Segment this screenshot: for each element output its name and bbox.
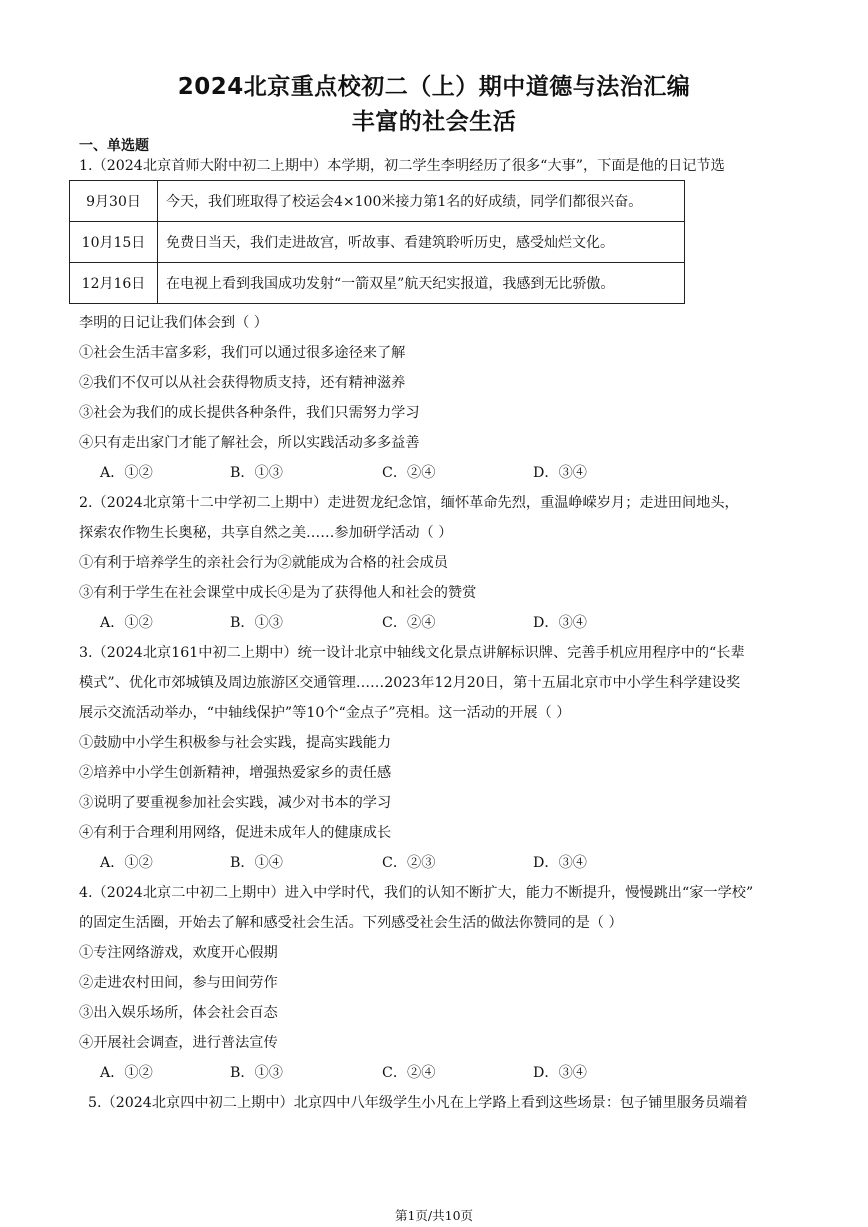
diary-entry: 今天，我们班取得了校运会4×100米接力第1名的好成绩，同学们都很兴奋。 — [158, 181, 685, 222]
q1-item-1: ①社会生活丰富多彩，我们可以通过很多途径来了解 — [79, 345, 406, 361]
option-d[interactable]: D．③④ — [533, 615, 587, 631]
option-b[interactable]: B．①③ — [230, 465, 283, 481]
q1-stem: 1.（2024北京首师大附中初二上期中）本学期，初二学生李明经历了很多“大事”，下面是他的日记节选 — [79, 158, 725, 174]
q2-item-line-2: ③有利于学生在社会课堂中成长④是为了获得他人和社会的赞赏 — [79, 585, 477, 601]
option-d[interactable]: D．③④ — [533, 1065, 587, 1081]
page-footer: 第1页/共10页 — [394, 1208, 474, 1223]
q4-item-3: ③出入娱乐场所，体会社会百态 — [79, 1005, 278, 1021]
q2-item-line-1: ①有利于培养学生的亲社会行为②就能成为合格的社会成员 — [79, 555, 448, 571]
option-a[interactable]: A．①② — [100, 465, 153, 481]
diary-date: 10月15日 — [70, 222, 158, 263]
diary-entry: 在电视上看到我国成功发射“一箭双星”航天纪实报道，我感到无比骄傲。 — [158, 263, 685, 304]
q3-stem-line-2: 模式”、优化市郊城镇及周边旅游区交通管理……2023年12月20日，第十五届北京市中小学生科学建设奖 — [79, 675, 741, 691]
option-c[interactable]: C．②④ — [382, 1065, 436, 1081]
table-row — [70, 222, 685, 263]
q4-item-4: ④开展社会调查，进行普法宣传 — [79, 1035, 278, 1051]
option-c[interactable]: C．②④ — [382, 465, 436, 481]
q3-item-2: ②培养中小学生创新精神，增强热爱家乡的责任感 — [79, 765, 392, 781]
q1-item-4: ④只有走出家门才能了解社会，所以实践活动多多益善 — [79, 435, 420, 451]
option-d[interactable]: D．③④ — [533, 855, 587, 871]
q3-item-4: ④有利于合理利用网络，促进未成年人的健康成长 — [79, 825, 392, 841]
table-row — [70, 181, 685, 222]
option-d[interactable]: D．③④ — [533, 465, 587, 481]
option-a[interactable]: A．①② — [100, 615, 153, 631]
diary-entry: 免费日当天，我们走进故宫，听故事、看建筑聆听历史，感受灿烂文化。 — [158, 222, 685, 263]
q2-stem-line-1: 2.（2024北京第十二中学初二上期中）走进贺龙纪念馆，缅怀革命先烈，重温峥嵘岁月；走进田间地头， — [79, 495, 739, 511]
option-c[interactable]: C．②③ — [382, 855, 436, 871]
option-c[interactable]: C．②④ — [382, 615, 436, 631]
q4-item-1: ①专注网络游戏，欢度开心假期 — [79, 945, 278, 961]
q5-stem-line-1: 5.（2024北京四中初二上期中）北京四中八年级学生小凡在上学路上看到这些场景：包子铺里服务员端着 — [88, 1095, 748, 1111]
q3-stem-line-1: 3.（2024北京161中初二上期中）统一设计北京中轴线文化景点讲解标识牌、完善手机应用程序中的“长辈 — [79, 645, 745, 661]
q3-item-1: ①鼓励中小学生积极参与社会实践，提高实践能力 — [79, 735, 392, 751]
q3-item-3: ③说明了要重视参加社会实践，减少对书本的学习 — [79, 795, 392, 811]
document-title: 2024北京重点校初二（上）期中道德与法治汇编 — [177, 74, 691, 100]
q1-prompt: 李明的日记让我们体会到（ ） — [79, 315, 268, 331]
q3-stem-line-3: 展示交流活动举办，“中轴线保护”等10个“金点子”亮相。这一活动的开展（ ） — [79, 705, 571, 721]
q4-stem-line-1: 4.（2024北京二中初二上期中）进入中学时代，我们的认知不断扩大，能力不断提升，慢慢跳出“家一学校” — [79, 885, 754, 901]
table-row — [70, 263, 685, 304]
option-b[interactable]: B．①③ — [230, 1065, 283, 1081]
document-subtitle: 丰富的社会生活 — [351, 109, 517, 135]
q4-stem-line-2: 的固定生活圈，开始去了解和感受社会生活。下列感受社会生活的做法你赞同的是（ ） — [79, 915, 623, 931]
section-heading: 一、单选题 — [79, 138, 149, 154]
q4-item-2: ②走进农村田间，参与田间劳作 — [79, 975, 278, 991]
diary-date: 9月30日 — [70, 181, 158, 222]
option-b[interactable]: B．①④ — [230, 855, 283, 871]
q1-item-3: ③社会为我们的成长提供各种条件，我们只需努力学习 — [79, 405, 420, 421]
q1-item-2: ②我们不仅可以从社会获得物质支持，还有精神滋养 — [79, 375, 406, 391]
option-a[interactable]: A．①② — [100, 1065, 153, 1081]
option-b[interactable]: B．①③ — [230, 615, 283, 631]
diary-table — [69, 180, 685, 304]
q2-stem-line-2: 探索农作物生长奥秘，共享自然之美……参加研学活动（ ） — [79, 525, 453, 541]
option-a[interactable]: A．①② — [100, 855, 153, 871]
diary-date: 12月16日 — [70, 263, 158, 304]
